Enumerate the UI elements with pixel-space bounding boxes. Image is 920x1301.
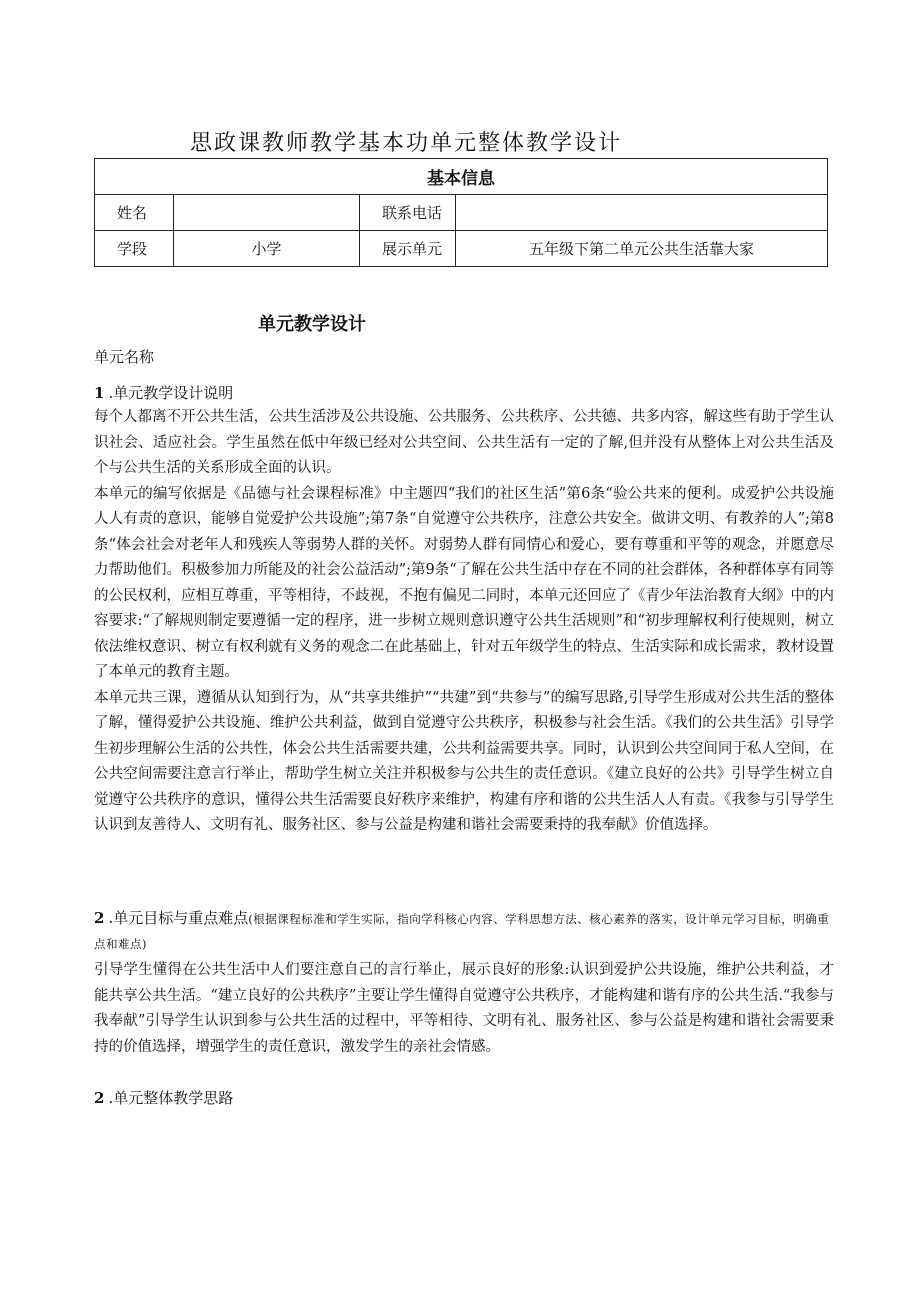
name-label: 姓名 bbox=[95, 195, 174, 231]
unit-value: 五年级下第二单元公共生活靠大家 bbox=[456, 231, 828, 267]
section-2-title: .单元目标与重点难点 bbox=[108, 909, 249, 927]
paragraph: 本单元共三课，遵循从认知到行为，从“共享共维护”“共建”到“共参与”的编写思路,引导学生形成对公共生活的整体了解，懂得爱护公共设施、维护公共利益，做到自觉遵守公共秩序，积极参与社会生活。《我们的公共生活》引导学生初步理解公生活的公共性，体会公共生活需要共建，公共利益需要共享。同时，认识到公共空间同于私人空间，在公共空间需要注意言行举止，帮助学生树立关注并积极参与公共生的责任意识。《建立良好的公共》引导学生树立自觉遵守公共秩序的意识，懂得公共生活需要良好秩序来维护，构建有序和谐的公共生活人人有责。《我参与引导学生认识到友善待人、文明有礼、服务社区、参与公益是构建和谐社会需要秉持的我奉献》价值选择。 bbox=[94, 689, 834, 833]
section-2-body bbox=[94, 958, 834, 1060]
paragraph: 本单元的编写依据是《品德与社会课程标准》中主题四“我们的社区生活”第6条“验公共来的便利。成爱护公共设施人人有责的意识，能够自觉爱护公共设施”;第7条“自觉遵守公共秩序，注意公共安全。做讲文明、有教养的人”;第8条“体会社会对老年人和残疾人等弱势人群的关怀。对弱势人群有同情心和爱心，要有尊重和平等的观念，并愿意尽力帮助他们。积极参加力所能及的社会公益活动”;第9条“了解在公共生活中存在不同的社会群体，各种群体享有同等的公民权利，应相互尊重，平等相待，不歧视，不抱有偏见二同时，本单元还回应了《青少年法治教育大纲》中的内容要求:“了解规则制定要遵循一定的程序，进一步树立规则意识遵守公共生活规则”和“初步理解权利行使规则，树立依法维权意识、树立有权利就有义务的观念二在此基础上，针对五年级学生的特点、生活实际和成长需求，教材设置了本单元的教育主题。 bbox=[94, 485, 834, 680]
table-row bbox=[95, 231, 828, 267]
section-3-title: .单元整体教学思路 bbox=[108, 1089, 234, 1107]
phone-label: 联系电话 bbox=[360, 195, 456, 231]
paragraph: 每个人都离不开公共生活，公共生活涉及公共设施、公共服务、公共秩序、公共德、共多内容，解这些有助于学生认识社会、适应社会。学生虽然在低中年级已经对公共空间、公共生活有一定的了解,但并没有从整体上对公共生活及个与公共生活的关系形成全面的认识。 bbox=[94, 409, 834, 476]
unit-label: 展示单元 bbox=[360, 231, 456, 267]
phone-value bbox=[456, 195, 828, 231]
section-1-heading bbox=[94, 382, 233, 403]
section-1-body bbox=[94, 405, 834, 839]
section-title: 单元教学设计 bbox=[258, 314, 366, 335]
section-1-title: .单元教学设计说明 bbox=[108, 384, 234, 402]
section-3-number: 2 bbox=[94, 1089, 105, 1107]
document-title: 思政课教师教学基本功单元整体教学设计 bbox=[190, 131, 623, 156]
stage-label: 学段 bbox=[95, 231, 174, 267]
unit-name-label: 单元名称 bbox=[94, 348, 155, 366]
section-1-number: 1 bbox=[94, 384, 105, 402]
table-row bbox=[95, 195, 828, 231]
section-3-heading bbox=[94, 1087, 233, 1108]
stage-value: 小学 bbox=[174, 231, 360, 267]
basic-info-table bbox=[94, 158, 828, 267]
paragraph: 引导学生懂得在公共生活中人们要注意自己的言行举止，展示良好的形象:认识到爱护公共设施，维护公共利益，才能共享公共生活。“建立良好的公共秩序”主要让学生懂得自觉遵守公共秩序，才能构建和谐有序的公共生活.“我参与我奉献”引导学生认识到参与公共生活的过程中，平等相待、文明有礼、服务社区、参与公益是构建和谐社会需要秉持的价值选择，增强学生的责任意识，激发学生的亲社会情感。 bbox=[94, 962, 834, 1055]
section-2-note: (根据课程标准和学生实际，指向学科核心内容、学科思想方法、核心素养的落实，设计单元学习目标，明确重点和难点) bbox=[94, 912, 830, 951]
table-header-row bbox=[95, 159, 828, 195]
section-2-number: 2 bbox=[94, 909, 105, 927]
table-header: 基本信息 bbox=[95, 159, 828, 195]
section-2-heading bbox=[94, 906, 834, 956]
name-value bbox=[174, 195, 360, 231]
